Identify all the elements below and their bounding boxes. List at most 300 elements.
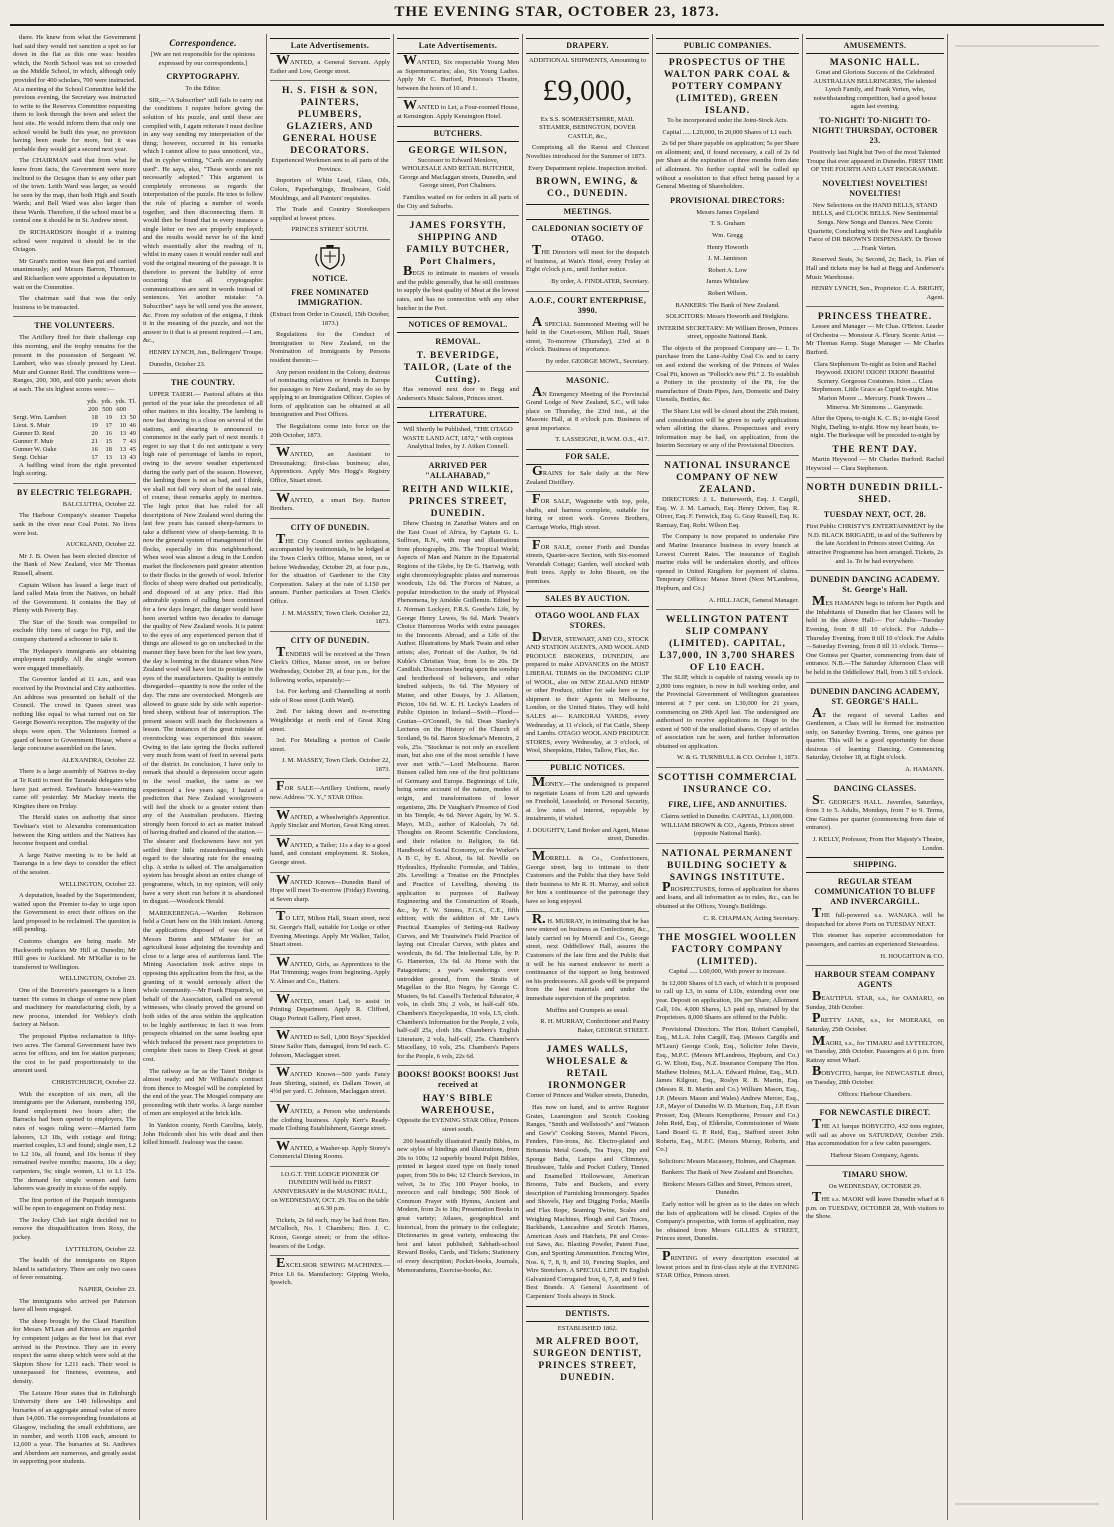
score-table <box>13 398 136 462</box>
salutation: To the Editor. <box>185 85 221 93</box>
advertisement: PRINCES STREET SOUTH. <box>291 226 369 234</box>
score-cell: yds. <box>115 397 127 405</box>
advertiser-name: HAY'S BIBLE WAREHOUSE, <box>420 1094 496 1117</box>
advertisement: TO LET, Milton Hall, Stuart street, next St. George's Hall, suitable for Lodge or other Evening Meetings. Apply Mr Walker, Tailor, Stuart street. <box>270 909 390 949</box>
advertisement: Reserved Seats, 3s; Second, 2s; Back, 1s. Plan of Hall and tickets may be had at Begg and Anderson's Music Warehouse. <box>806 256 944 281</box>
score-cell: 13 <box>105 453 112 461</box>
advertisement: WANTED, a Person who understands the clothing business. Apply Kerr's Ready-made Clothing Establishment, George street. <box>270 1101 390 1133</box>
article-paragraph: The Jockey Club last night decided not to remove the disqualification from Roxy, the jockey. <box>13 1216 136 1242</box>
signature: J. KELLY, Professor, From Her Majesty's Theatre, London. <box>812 836 944 852</box>
advertisement: WANTED Known—500 yards Fancy Jean Shirting, stained, ex Dallam Tower, at 4½d per yard. C. Johnson, Maclaggan street. <box>270 1065 390 1096</box>
advertisement: FOR SALE, Wagonette with top, pole, shafts, and harness complete, suitable for hiring or street work. Groves Brothers, Carriage Works, High street. <box>526 492 649 532</box>
article-paragraph: MAREKERENGA.—Warden Robinson held a Court here on the 16th instant. Among the applications disposed of was that of Messrs Burton and M'Master for an agricultural lease adjoining the township and close to a large area of auriferous land. The Mining Association took active steps in opposing this application from the first, as the granting of it would seriously affect the whole community.—Mr Frank Fitzpatrick, on behalf of the Association, called on several witnesses, who clearly proved the ground on both sides of the area within the application to be highly auriferous; in fact it was from prospects obtained on the same leading spur which induced the present race proprietors to complete their races to Deep Creek at great cost. <box>143 909 263 1063</box>
advertisement: THE s.s. MAORI will leave Dunedin wharf at 6 p.m. on TUESDAY, OCTOBER 28, With visitors to the Show. <box>806 1190 944 1221</box>
score-cell: 10 <box>119 421 127 429</box>
advertisement: Opposite the EVENING STAR Office, Princes street south. <box>397 1117 519 1134</box>
advertisement: Importers of White Lead, Glass, Oils, Colors, Paperhangings, Brushware, Gold Mouldings, and all Painters' requisites. <box>270 177 390 202</box>
advertisement: Has now on hand, and to arrive Register Grates, Leamington and Scotch Cooking Ranges, "Smith and Wellstood's" and "Watson and Gow's" Cooking Stoves, Mantel Pieces, Fenders, Fire-irons, &c. Electro-plated and Britannia Metal Goods, Tea Trays, Dip and Sponge Baths, Lamps and Chimneys, Brushware, Table and Pocket Cutlery, Tinned and Enamelled Hollowware, American Brooms, Tubs and Buckets, and every description of Furnishing Ironmongery. Spades and Shovels, Hay and Digging Forks, Manila and Flax Rope, Seaming Twine, Scales and Weighing Machines, Plough and Cart Traces, Backbands, Lancashire and Scotch Hames, American Axes and Hatchets, Pit and Cross-cut Saws, &c. Blasting Powder, Patent Fuse, Gun, and Sporting Ammunition. Fencing Wire, Nos. 6, 7, 8, 9, and 10, Fencing Staples, and Wire Stretchers. A SPECIAL LINE IN English Galvanized Corrugated Iron, 6, 7, 8, and 9 feet. Best Brands. A General Assortment of Carpenters' Tools always in Stock. <box>526 1103 649 1300</box>
score-cell: 500 <box>102 405 112 413</box>
advertisement: The Trade and Country Storekeepers supplied at lowest prices. <box>270 206 390 222</box>
column-late-ads-2 <box>393 34 522 1520</box>
score-cell: 16 <box>91 445 98 453</box>
article-title: CRYPTOGRAPHY. <box>166 72 240 82</box>
advertisement: WANTED Known—Dunedin Band of Hope will meet To-morrow (Friday) Evening, at Seven sharp. <box>270 872 390 903</box>
advertisement: WANTED, an Assistant to Dressmaking; first-class business; also, Apprentices. Apply Mrs Hogg's Registry Office, Stuart street. <box>270 445 390 485</box>
section-heading: FOR SALE. <box>526 449 649 465</box>
score-cell: 46 <box>129 421 136 429</box>
advertiser-name: THE RENT DAY. <box>832 445 918 455</box>
dateline: Dunedin, October 23. <box>149 360 206 368</box>
notice-title: TIMARU SHOW. <box>842 1169 908 1179</box>
notice-title: DANCING CLASSES. <box>833 783 917 793</box>
divider <box>270 908 390 909</box>
advertiser-name: JAMES WALLS, WHOLESALE & RETAIL IRONMONGER <box>545 1045 630 1092</box>
divider <box>806 1165 944 1166</box>
advertisement: AN Emergency Meeting of the Provincial Grand Lodge of New Zealand, S.C., will take place on Thursday, the 23rd inst., at the Masonic Hall, at 8 o'clock p.m. Business of great importance. <box>526 384 649 432</box>
score-cell: 18 <box>91 413 98 421</box>
advertiser-name: NORTH DUNEDIN DRILL-SHED. <box>806 483 944 506</box>
advertisement: Martin Heywood — Mr Charles Burford. Rachel Heywood — Clara Stephenson. <box>806 456 944 472</box>
advertisement: Lessee and Manager — Mr Chas. O'Brion. Leader of Orchestra — Monsieur A. Fleury. Scenic Artist — Mr Thomas Kemp. Stage Manager — Mr Charles Burford. <box>806 323 944 357</box>
notice-title: BOOKS! BOOKS! BOOKS! Just received at <box>397 1070 519 1090</box>
advertisement: FOR SALE, corner Forth and Dundas streets, Quarter-acre Section, with Six-roomed Verandah Cottage; Garden, well stocked with fruit trees. Apply to John Bissett, on the premises. <box>526 537 649 585</box>
advertisement: DRIVER, STEWART, AND CO., STOCK AND STATION AGENTS, AND WOOL AND PRODUCE BROKERS, DUNEDIN, are prepared to make ADVANCES on the MOST LIBERAL TERMS on the INCOMING CLIP of WOOL, also on NEW ZEALAND HEMP or other Produce, either for sale here or for shipment to their Agents in Melbourne, London, or the United States. They will hold SALES at— KAIKORAI YARDS, every Wednesday, at 11 o'clock, of Fat Cattle, Sheep and Lambs. OTAGO WOOL AND PRODUCE STORES, every Wednesday, at 3 o'clock, of Wool, Sheepskins, Hides, Tallow, Flax, &c. <box>526 629 649 755</box>
divider <box>270 1166 390 1167</box>
score-table-units <box>13 398 136 406</box>
article-paragraph: Dr RICHARDSON thought if a training school were required it should be in the Octagon. <box>13 229 136 254</box>
divider <box>656 843 799 844</box>
advertisement: Bankers: The Bank of New Zealand and Branches. <box>661 1169 794 1177</box>
signature: J. M. MASSEY, Town Clerk. October 22, 1873. <box>281 609 390 626</box>
advertisement: MAORI, s.s., for TIMARU and LYTTELTON, on Tuesday, 28th October. Passengers at 6 p.m. from Rattray street Wharf. <box>806 1033 944 1064</box>
notice-title: CALEDONIAN SOCIETY OF OTAGO. <box>531 224 644 244</box>
advertisement: To be incorporated under the Joint-Stock Acts. <box>666 117 789 124</box>
advertisement: Great and Glorious Success of the Celebrated AUSTRALIAN BELLRINGERS, The talented Lynch Family, and Frank Verten, who, notwithstanding competition, had a good house again last evening. <box>813 69 937 111</box>
divider <box>656 927 799 928</box>
director-name: James Whitelaw <box>706 278 749 286</box>
advertiser-name: NATIONAL PERMANENT BUILDING SOCIETY & SAVINGS INSTITUTE. <box>661 848 794 883</box>
table-row <box>13 430 136 438</box>
notice-title: TUESDAY NEXT, OCT. 28. <box>823 510 927 520</box>
advertisement: Capital ..... L20,000, In 20,000 Shares of L1 each. <box>662 128 793 136</box>
advertisement: ST. GEORGE'S HALL. Juveniles, Saturdays, from 3 to 5. Adults, Mondays, from 7 to 9. Terms, One Guinea per quarter (commencing from date of entrance). <box>806 792 944 832</box>
column-public-companies <box>652 34 802 1520</box>
score-cell: Tl. <box>128 397 136 405</box>
advertisement: A SPECIAL Summoned Meeting will be held in the Court-room, Milton Hall, Stuart street, To-morrow (Thursday), 23rd at 8 o'clock. Business of importance. <box>526 314 649 354</box>
book-list: 200 beautifully illustrated Family Bibles, in new styles of bindings and illustrations, from 20s to 100s; 12 superbly bound Pulpit Bibles, printed in largest sized type on finely toned paper, from 50s to 84s; 12 Church Services, in velvet, 3s to 35s; 100 Prayer books, in morocco and calf bindings; 500 Book of Common Prayer with Hymns, Ancient and Modern, from 2s to 18s; Presentation Books in great variety; Atlases, geographical and historical, from the primary to the collegiate; Dictionaries in great variety, embracing the best and latest published; Sabbath-school Reward Books, Cards, and Tickets; Stationery of every description; Pocket-books, Journals, Memorandums, Exercise-books, &c. <box>397 1137 519 1274</box>
advertisement: Has removed next door to Begg and Anderson's Music Saloon, Princes street. <box>397 386 519 402</box>
director-name: Henry Howorth <box>707 243 748 251</box>
notice-title: NOVELTIES! NOVELTIES! NOVELTIES! <box>822 178 928 198</box>
section-heading: BY ELECTRIC TELEGRAPH. <box>16 487 133 497</box>
advertisement: Successor to Edward Menlove, WHOLESALE AND RETAIL BUTCHER, George and Maclaggan streets, Dunedin, and George street, Port Chalmers. <box>399 156 517 190</box>
advertisement: THE City Council invites applications, accompanied by testimonials, to be lodged at the Town Clerk's Office, Manse street, on or before Wednesday, October 29, at four p.m., for the situation of Gardener to the City Corporation. Salary at the rate of L150 per annum. Further particulars at Town Clerk's Office. <box>270 531 390 605</box>
advertisement: WANTED, smart Lad, to assist in Printing Department. Apply R. Clifford, Otago Portrait Gallery, Fleet street. <box>270 991 390 1022</box>
score-cell <box>13 406 84 414</box>
article-paragraph: In Yankton county, North Carolina, lately, John Holcomb shot his wife dead and then killed himself. Jealousy was the cause. <box>143 1122 263 1147</box>
divider <box>526 491 649 492</box>
divider <box>526 371 649 372</box>
article-paragraph: A deputation, headed by the Superintendent, waited upon the Premier to-day to urge upon the Government to erect their offices on the land proposed to be reclaimed. The question is still pending. <box>13 892 136 934</box>
dateline: BALCLUTHA, October 22. <box>62 500 136 508</box>
advertisement: On WEDNESDAY, OCTOBER 29. <box>828 1182 922 1190</box>
article-paragraph: The chairman said that was the only business to be transacted. <box>13 295 136 311</box>
divider <box>397 1065 519 1066</box>
divider <box>13 483 136 484</box>
advertisement: The SLIP, which is capable of raising vessels up to 2,000 tons register, is now in full working order, and the Provincial Government of Wellington guarantees interest at 7 per cent. on L30,000 for 21 years, commencing on 29th April last. The undersigned are authorised to receive applications in Otago to the extent of 500 of the unallotted shares. Copy of articles of association can be seen, and further information obtained on application. <box>656 674 799 750</box>
signature: HENRY LYNCH, Jun., Bellringers' Troupe. <box>148 349 263 356</box>
article-paragraph: The first portion of the Punjaub immigrants will be open to engagement on Friday next. <box>13 1196 136 1213</box>
article-paragraph: The Harbour Company's steamer Tuapeka sank in the river near Coal Point. No lives were lost. <box>13 512 136 537</box>
score-cell: 13 <box>119 429 127 437</box>
section-heading: BUTCHERS. <box>397 126 519 142</box>
divider <box>806 1103 944 1104</box>
divider <box>526 1039 649 1040</box>
notice-title: REGULAR STEAM COMMUNICATION TO BLUFF AND INVERCARGILL. <box>814 877 936 907</box>
score-cell: 43 <box>129 453 136 461</box>
section-heading: SHIPPING. <box>806 857 944 873</box>
table-row <box>13 422 136 430</box>
advertisement: BEGS to intimate to masters of vessels and the public generally, that he still continues to supply the best quality of Meat at the lowest rates, and has no connection with any other butcher in the Port. <box>397 264 519 312</box>
score-cell: 20 <box>91 429 98 437</box>
section-heading: THE VOLUNTEERS. <box>34 321 115 331</box>
signature: HENRY LYNCH, Sen., Proprietor. C. A. BRIGHT, Agent. <box>811 285 944 301</box>
advertisement: GRAINS for Sale daily at the New Zealand Distillery. <box>526 464 649 486</box>
advertisement: WANTED, a Wheelwright's Apprentice. Apply Sinclair and Morton, Great King street. <box>270 807 390 830</box>
score-cell: 19 <box>105 413 112 421</box>
score-cell: 17 <box>91 453 98 461</box>
section-heading: Late Advertisements. <box>397 38 519 54</box>
column-late-ads-1 <box>266 34 393 1520</box>
notice-title: DUNEDIN DANCING ACADEMY, ST. GEORGE'S HALL. <box>810 686 940 706</box>
score-name: Gunner W. Oake <box>13 445 57 453</box>
dateline: CHRISTCHURCH, October 22. <box>51 1078 136 1086</box>
section-heading: PUBLIC NOTICES. <box>526 760 649 776</box>
score-name: Lieut. S. Muir <box>13 421 50 429</box>
score-cell: 17 <box>105 421 112 429</box>
advertisement: Corner of Princes and Walker streets, Dunedin, <box>526 1092 649 1100</box>
article-paragraph: The CHAIRMAN said that from what he knew from facts, the Government were more inclined to the Octagon than to any other part of the town. Leith Ward was larger, as would be seen by the map, than both High and South Wards; and Bell Ward was also larger than these Wards. Therefore, if the school must be a central one it should be in St. Andrew street. <box>13 157 136 225</box>
advertisement: ESTABLISHED 1862. <box>557 1324 618 1332</box>
signature: J. DOUGHTY, Land Broker and Agent, Manse street, Dunedin. <box>526 826 649 843</box>
score-cell: 200 <box>88 405 98 413</box>
advertiser-name: REITH AND WILKIE, PRINCES STREET, DUNEDIN. <box>402 485 514 520</box>
article-paragraph: SIR,—"A Subscriber" still fails to carry out the conditions I require before giving the solution of his puzzle, and until these are complied with, I again reiterate I must decline in any way sending my interpretation of the thing; however, occurred in his remarks which I cannot allow to pass unnoticed, viz., that in cypher writing, "Cards are constantly used". He says, also, "These words are not necessarily adopted." This argument is completely erroneous as regards the interpretation of the puzzle. He tries to follow the rule of placing a number of words together, and then disconnecting them. It would then be found that in every instance a single letter or two are properly employed; and the results would never be of the kind which essentially alter the reading of it, whilst in many cases it would render null and void the original meaning of the passage. It is therefore to prevent the liability of error occurring that all cryptographic communications are sent in words instead of sentences. Yet another mistake: "A Subscriber" says he will send you the answer, &c. From my solution of the enigma, I think it in the meaning of the puzzle, and not the answer to it that is at present required.—I am, &c., <box>143 96 263 345</box>
notice-title: A.O.F., COURT ENTERPRISE, 3990. <box>528 295 647 315</box>
advertiser-name: GEORGE WILSON, <box>408 145 508 156</box>
advertisement: Claims settled in Dunedin. CAPITAL, L1,000,000. WILLIAM BROWN & CO., Agents, Princes street (opposite National Bank). <box>660 813 795 838</box>
advertisement: This steamer has superior accommodation for passengers, and carries an experienced Stewardess. <box>806 932 944 948</box>
advertisement: R. H. MURRAY, in intimating that he has now entered on business as Confectioner, &c., lately carried on by Morrell and Co., George street, next Oddfellows' Hall, assures the Customers of the late firm and the Public that it will be his earnest endeavor to merit a continuance of the support so long bestowed on his predecessors. All goods will be prepared from the best materials and under the immediate supervision of the proprietor. <box>526 911 649 1002</box>
advertiser-name: THE MOSGIEL WOOLLEN FACTORY COMPANY (LIMITED). <box>658 933 797 968</box>
advertisement: Early notice will be given as to the dates on which the lists of applications will be closed. Copies of the Company's prospectus, with forms of application, may be obtained from Messrs GILLIES & STREET, Princes street, Dunedin. <box>656 1201 799 1243</box>
advertisement: WANTED, a General Servant. Apply Esther and Low, George street. <box>270 53 390 75</box>
section-heading: THE COUNTRY. <box>171 378 235 388</box>
advertisement: In 12,000 Shares of L5 each, of which it is proposed to call up L3, in sums of L10s, extending over one year. Deposit on application, 10s per Share; Allotment Call, 10s. 4,000 Shares, L3 paid up, retained by the Proprietors. 8,000 Shares are offered to the Public. <box>656 979 799 1022</box>
director-name: Robert A. Low <box>708 266 747 274</box>
dateline: WELLINGTON, October 23. <box>59 975 136 983</box>
score-cell: 15 <box>105 437 112 445</box>
notice-title: FIRE, LIFE, AND ANNUITIES. <box>668 800 787 810</box>
divider <box>270 1255 390 1256</box>
advertisement: PROSPECTUSES, forms of application for shares and loans, and all information as to rules, &c., can be obtained at the Offices, Young's Buildings. <box>656 879 799 911</box>
advertisement: WANTED, a Tailor; 11s a day to a good hand, and constant employment. R. Stokes, George street. <box>270 835 390 867</box>
notice-title: OTAGO WOOL AND FLAX STORES. <box>535 610 640 630</box>
divider <box>526 291 649 292</box>
director-name: Wm. Gregg <box>712 231 743 239</box>
advertisement: The objects of the proposed Company are— 1. To purchase from the Lane-Ashby Coal Co. and to carry on and extend the working of the Princes of Wales Coal Pit, known as "Pollock's new Pit." 2. To establish a Pottery in the proximity of the Pit, for the manufacture of Drain Pipes, Jars, Domestic and Dairy Utensils, Bottles, &c. <box>656 344 799 404</box>
signature: By order. GEORGE MOWL, Secretary. <box>545 357 649 365</box>
signature: J. M. MASSEY, Town Clerk. October 22, 1873. <box>281 757 390 773</box>
article-paragraph: A baffling wind from the right prevented high scoring. <box>13 461 136 478</box>
advertisement: TENDERS will be received at the Town Clerk's Office, Manse street, on or before Wednesday, October 29, at four p.m., for the following works, separately:— <box>270 644 390 684</box>
article-paragraph: The Artillery fired for their challenge cup this morning, and the trophy remains for the present in the possession of Sergeant W. Lambert, who was closely pressed by Lieut. Muir and Gunner Reid. The conditions were—Ranges, 200, 300, and 600 yards; seven shots at each. The six highest scores were:— <box>13 334 136 393</box>
advertisement: 1st. For kerbing and Channelling at north side of Rose street (Leith Ward). <box>270 688 390 704</box>
article-paragraph: There is a large assembly of Natives to-day at Te Kuiti to meet the Taranaki delegates who have just arrived. Tawhiao's house-warming came off yesterday. Mr Mackay meets the Kingites there on Friday. <box>13 768 136 810</box>
divider <box>656 1248 799 1249</box>
article-paragraph: The Herald states on authority that since Tawhiao's visit to Alexandra communication between the King settlers and the Natives has become frequent and cordial. <box>13 814 136 848</box>
article-paragraph: The Star of the South was compelled to exclude fifty tons of cargo for Fiji, and the company chartered a schooner to take it. <box>13 618 136 644</box>
table-row <box>13 446 136 454</box>
advertiser-name: PROSPECTUS OF THE WALTON PARK COAL & POTTERY COMPANY (LIMITED), GREEN ISLAND. <box>663 58 792 116</box>
advertisement: 2s 6d per Share payable on application; 5s per Share on allotment; and, if found necessary, a call of 2s 6d per Share at the expiration of three months from date of allotment. No further capital will be called up without a resolution to that effect being passed by a General Meeting of Shareholders. <box>656 140 799 191</box>
advertisement: BOBYCITO, barque, for NEWCASTLE direct, on Tuesday, 28th October. <box>806 1064 944 1086</box>
advertisement: Will Shortly be Published, "THE OTAGO WASTE LAND ACT, 1872," with copious Analytical Index, by J. Aitken Connell. <box>402 426 514 451</box>
divider <box>806 779 944 780</box>
dateline: ALEXANDRA, October 22. <box>61 756 136 764</box>
advertisement: MONEY.—The undersigned is prepared to negotiate Loans of from L20 and upwards on Freehold, Leasehold, or Personal Security, at low rates of interest, repayable by instalments, if wished. <box>526 774 649 823</box>
score-cell: 21 <box>91 437 98 445</box>
column-shipping-overflow <box>947 34 1104 1520</box>
dateline: WELLINGTON, October 22. <box>59 880 136 888</box>
score-cell: 13 <box>119 413 127 421</box>
advertisement: Ex S.S. SOMERSETSHIRE, MAIL STEAMER, BEBINGTON, DOVER CASTLE, &c., <box>539 115 636 140</box>
signature: A. HAMANN. <box>905 766 944 774</box>
section-heading: LITERATURE. <box>397 407 519 423</box>
signature: C. R. CHAPMAN, Acting Secretary. <box>703 914 799 922</box>
notice-title: MASONIC. <box>565 375 610 385</box>
advertisement: Offices: Harbour Chambers. <box>838 1090 912 1098</box>
divider <box>806 306 944 307</box>
advertisement: The Regulations come into force on the 20th October, 1873. <box>270 423 390 439</box>
coat-of-arms-icon <box>313 244 347 270</box>
divider <box>143 373 263 374</box>
advertisement: WANTED to Sell, 1,000 Boys' Speckled Straw Sailor Hats, damaged, from 9d each. C. Johnson, Maclaggan street. <box>270 1028 390 1059</box>
advertisement: WANTED, Six respectable Young Men as Supernumeraries; also, Six Young Ladies. Apply Mr C. Burford, Princess's Theatre, between the hours of 10 and 1. <box>397 53 519 92</box>
table-row <box>13 454 136 462</box>
signature: H. HOUGHTON & CO. <box>880 952 944 960</box>
director-name: T. S. Graham <box>710 220 745 228</box>
article-paragraph: The sheep brought by the Claud Hamilton for Messrs M'Lean and Kinross are regarded by competent judges as the best lot that ever arrived in the Province. They are in every respect the same sheep which were sold at the Skipton Show for L211 each. Their wool is unsurpassed for fineness, evenness, and density. <box>13 1317 136 1385</box>
advertisement: Muffins and Crumpets as usual. <box>546 1006 629 1014</box>
score-cell: 50 <box>129 413 136 421</box>
article-paragraph: Mr J. B. Owen has been elected director of the Bank of New Zealand, vice Mr Thomas Russell, absent. <box>13 552 136 577</box>
notice-title: CITY OF DUNEDIN. <box>290 522 370 532</box>
shipment-amount: £9,000, <box>542 73 633 107</box>
table-row <box>13 438 136 446</box>
divider <box>270 518 390 519</box>
director-name: Messrs James Copeland <box>696 208 759 216</box>
section-heading: MEETINGS. <box>526 204 649 220</box>
score-name: Sergt. Wm. Lambert <box>13 413 67 421</box>
advertiser-name: BROWN, EWING, & CO., DUNEDIN. <box>535 177 640 200</box>
divider <box>270 631 390 632</box>
column-drapery <box>522 34 652 1520</box>
article-paragraph: The Governor landed at 11 a.m., and was received by the Provincial and City authorities. An address was presented on behalf of the Council. The crowd in Queen street was nothing like equal to what turned out on Sir George Bowen's reception. The majority of the shops were open. The Volunteers formed a guard of honor to Government House, where a large concourse assembled on the lawn. <box>13 676 136 753</box>
book-list: Dhow Chasing in Zanzibar Waters and on the East Coast of Africa, by Captain G. L. Sullivan, R.N., with map and illustrations from photographs, 20s. The Tropical World; Aspects of Man and Nature in the Equatorial Regions of the Globe, by Dr G. Hartwig, with eight chromoxylographic plates and numerous woodcuts, 12s 6d. The Forces of Nature, a popular introduction to the study of Physical Phenomena, by Amédée Guillemin. Edited by J. Norman Lockyer, F.R.S. Goethe's Life, by George Henry Lewes, 9s 6d. Mark Twain's Choice Humorous Works with extra passages to the Innocents Abroad, and a Life of the Author. Illustrations by Mark Twain and other artists; also, Portrait of the Author, 9s 6d. Kuble's Christian Year, from 1s to 20s. Dr Candlish. Discourses bearing upon the sonship and brotherhood of believers, and other kindred subjects, 9s 6d. The Mystery of Matter, and other Essays, by J. Allanson, Picton, 10s 6d. W. E. H. Lecky's Leaders of Public Opinion in Ireland—Swift—Flood—Grattan—O'Connell, 9s 6d. Dean Stanley's Lectures on the History of the Church of Scotland, 9s 6d. Baron Stockmar's Memoirs, 2 vols, 25s. "Stockmar is not only an excellent man, but also one of the most sensible I have ever met with."—Lord Melbourne. Baron Bunsen called him one of the first politicians of Germany and Europe. Beginnings of Life, being some account of the nature, modes of origin, and transformations of lower organisms, 28s. Dr Vaughan's Presence of God in his Temple, 4s 6d. Never Again, by W. S. Mayo, M.D., author of Kaloolah, 7s 6d. Thoughts on Recent Scientific Conclusions, and their relation to Religion, 6s 6d. Handbook of Social Economy, or the Worker's A B C, by E. About, 6s 6d. Neville on Hydraulics, Hydraulic Formulæ, and Tables, 20s. Levelling: a Treatise on the Principles and Practice of Levelling, showing its application to purposes of Railway Engineering and the Construction of Roads, &c., by F. W. Simms, F.G.S., C.E., fifth edition; with the addition of Mr Law's Practical Examples of Setting-out Railway Curves, and Mr Trautwine's Field Practice of laying out Circular Curves, with plates and woodcuts, 8s 6d. The Intellectual Life, by P. G. Hamerton, 13s 6d. At Home with the Patagonians; a year's wanderings over untrodden ground, from the Straits of Magellan to the Rio Negro, by George C. Musters, 9s 6d. Cassell's Technical Educator, 4 vols, in cloth 30s; 2 vols, in half-calf 60s. Chambers's Encyclopaedia, 10 vols, L5, cloth. Chambers's Information for the People, 2 vols, half-calf 25s, cloth 18s. Chambers's English Literature, 2 vols, half-calf, 25s. Chambers's Miscellany, 10 vols, 25s. Chambers's Papers for the People, 6 vols, 22s 6d. <box>397 520 519 1060</box>
advertisement: WANTED to Let, a Four-roomed House, at Kensington. Apply Kensington Hotel. <box>397 98 519 120</box>
advertisement: Clara Stephenson To-night as Ixion and Rachel Heywood. IXION! IXION! IXION! Beautiful Scenery. Gorgeous Costumes. Ixion ... Clara Stephenson. Little Grace as Cupid to-night. Miss Marion Moore ... Mercury. Frank Towers ... Minerva. Mr Simmons ... Ganymede. <box>811 360 939 411</box>
notice-title: HARBOUR STEAM COMPANY AGENTS <box>814 970 936 990</box>
advertisement: Comprising all the Rarest and Choicest Novelties introduced for the Summer of 1873. <box>526 144 649 160</box>
divider <box>13 316 136 317</box>
advertisement: BEAUTIFUL STAR, s.s., for OAMARU, on Sunday, 26th October. <box>806 989 944 1011</box>
article-paragraph: Mr Grant's motion was then put and carried unanimously; and Messrs Barron, Thomson, and Richardson were appointed a deputation to wait on the Committee. <box>13 257 136 291</box>
score-cell: 18 <box>105 445 112 453</box>
divider <box>806 965 944 966</box>
advertisement: ADDITIONAL SHIPMENTS, Amounting to <box>528 57 647 64</box>
divider <box>656 767 799 768</box>
advertisement: WANTED, a Washer-up. Apply Storey's Commercial Dining Rooms. <box>270 1138 390 1161</box>
divider <box>397 456 519 457</box>
article-paragraph: With the exception of six men, all the immigrants per the Adamant, numbering 150, found employment two hours after; the Barracks had been opened to employers. The rates of wages ruling were:—Married farm laborers, L3 18s, with cottage and firing; married couples, L3 and found; single men, L2 to L2 10s, all found, and 10s bonus if they remained twelve months; masons, 10s a day; carpenters, 9s; single women, L1 to L1 15s. The demand for single women and farm laborers was greatly in excess of the supply. <box>13 1090 136 1193</box>
advertisement: Families waited on for orders in all parts of the City and Suburbs. <box>397 193 519 210</box>
advertisement: Capital ..... L60,000, With power to increase. <box>669 968 786 976</box>
section-heading: SALES BY AUCTION. <box>526 591 649 607</box>
dateline: LYTTELTON, October 22. <box>65 1245 136 1253</box>
advertiser-name: SCOTTISH COMMERCIAL INSURANCE CO. <box>657 773 798 796</box>
advertisement: PRINTING of every description executed at lowest prices and in first-class style at the EVENING STAR Office, Princes street. <box>656 1249 799 1280</box>
editorial-note: [We are not responsible for the opinions expressed by our correspondents.] <box>150 51 256 67</box>
article-paragraph: A large Native meeting is to be held at Tauranga in a few days to consider the effect of the session. <box>13 851 136 876</box>
advertisement: (Extract from Order in Council, 15th October, 1873.) <box>270 310 390 327</box>
advertisement: Regulations for the Conduct of Immigration to New Zealand, on the Nomination of Immigrants by Persons resident therein:— <box>270 331 390 364</box>
advertisement: THE full-powered s.s. WANAKA will be despatched for above Ports on TUESDAY NEXT. <box>806 906 944 928</box>
column-amusements <box>802 34 947 1520</box>
score-name: Sergt. Ochiar <box>13 453 48 461</box>
advertisement: AT the request of several Ladies and Gentlemen, a Class will be formed for instruction only, on Saturday Evening. Terms, one guinea per quarter. This will be a good opportunity for those desirous of learning Dancing. Commencing Saturday, October 18, at Eight o'clock. <box>806 705 944 762</box>
advertisement: PRETTY JANE, s.s., for MOERAKI, on Saturday, 25th October. <box>806 1011 944 1033</box>
article-paragraph: The proposed Pipitea reclamation is fifty-two acres. The General Government have two acres for offices, and ten for station purposes; the cost to be paid proportionately to the amount used. <box>13 1033 136 1075</box>
score-cell: 13 <box>119 445 127 453</box>
article-paragraph: UPPER TAIERI.— Pastoral affairs at this period of the year take the precedence of all other matters in this locality. The lambing is now fast drawing to a close on several of the stations, and shearing is announced to commence in the early part of next month. I regret to say that I do not anticipate a very high rate of percentage of lambs to report, owing to the severe weather experienced during the early part of the season. However, the lambing there is not as bad, and I think, we shall not fall very short of the usual rate, of course, these remarks apply to merinos. The high price that has ruled for all descriptions of New Zealand wool during the last few years has caused sheep-farmers to take a different view of sheep-farming. It is now the general system of management of the flocks, especially in this neighbourhood. When wool was almost a drug in the London market the flockowners paid greater attention to their flocks in the growth of wool. Inferior flocks of sheep were drafted out periodically, and disposed of at any price. Had this admirable system of culling been continued for a few days longer, the danger would have been averted within two decades to damage the quality of New Zealand wools. It is patent to the eyes of any experienced person that if things are allowed to go on unchecked in the manner they have been for the last few years, the day is looming in the distance when New Zealand wool will have lost its prestige in the eyes of the manufacturers. Quality is entirely disregarded—quantity is now the order of the day. The runs are overstocked. Mongrels are allowed to graze side by side with superior-bred sheep, without fear of interruption. The present season will teach the flockowners a lesson. The instances of the great mistake of overstocking was experienced this season. Owing to the late spring the flocks suffered very much from want of feed in several parts of the district. In conclusion, I have only to remark that should a depression occur again in the wool market, the same as we experienced a few years ago, I hazard a prediction that New Zealand woolgrowers will feel the shock to a greater extent than any of the Australian producers. Having strongly been forced to act as matter instead of having drafted and cleared of the station.—The shearer and flockowners have not yet settled their little misunderstanding with regard to the shearing rate for the ensuing clip. A strike is talked of. The amalgamation system has brought about an entire change of programme, which, in my opinion, will only have a very short run before it is abandoned in disgust.—Woodcock Herald. <box>143 391 263 906</box>
advertisement: Provisional Directors. The Hon. Robert Campbell, Esq., M.L.A. John Cargill, Esq. (Messrs Cargills and M'Lean) George Cook, Esq., Solicitor John Davie, Esq., M.P.C. (Messrs M'Landress, Hepburn, and Co.) G. W. Eliott, Esq., N.Z. Insurance Company The Hon. Mathew Holmes, M.L.A. Edward Hulme, Esq., M.D. James Kilgour, Esq., Roslyn R. B. Martin, Esq. (Messrs R. B. Martin and Co.) William Mason, Esq., J.P. (Messrs Mason and Wales) Andrew Mercer, Esq., J.P., Mayor of Dunedin W. D. Murison, Esq., J.P. Evan Prosser, Esq. (Messrs Kempthorne, Prosser and Co.) John Reid, Esq., of Elderslie, Commissioner of Waste Land Board G. P. Reid, Esq., Stafford street John Roberts, Esq., M.P.C. (Messrs Murray, Roberts, and Co.) <box>656 1025 799 1154</box>
advertisement: MES HAMANN begs to inform her Pupils and the Inhabitants of Dunedin that her Classes will be held in the above Hall:— For Adults—Tuesday Evening, from 8 till 10 o'clock. For Adults—Thursday Evening, from 8 till 10 o'clock. For Adults—Saturday Evening, from 8 till 11 o'clock. Terms—One Guinea per Quarter, commencing from date of entrance. N.B.—The Saturday Afternoon Class will be held in the Oddfellows' Hall, from 3 till 5 o'clock. <box>806 594 944 676</box>
score-cell: 13 <box>119 453 127 461</box>
article-paragraph: Captain Wilson has leased a large tract of land called Mata from the Natives, on behalf of the Government. It contains the Bay of Plenty with Poverty Bay. <box>13 581 136 615</box>
advertiser-name: T. BEVERIDGE, TAILOR, (Late of the Cutting). <box>403 351 513 386</box>
advertisement: SOLICITORS: Messrs Howorth and Hodgkins. <box>665 313 790 321</box>
advertisement: The Company is now prepared to undertake Fire and Marine Insurance business in every branch at Lowest Current Rates. The insurance of English marine risks will be undertaken shortly, and offices opened in United Kingdom for payment of claims. Temporary Offices: Manse Street (Next M'Landress, Hepburn, and Co.) <box>656 533 799 592</box>
divider <box>397 215 519 216</box>
divider <box>806 570 944 571</box>
advertisement: Solicitors: Messrs Macassey, Holmes, and Chapman. <box>658 1157 797 1165</box>
section-heading: Correspondence. <box>169 38 237 48</box>
section-heading: PUBLIC COMPANIES. <box>656 38 799 54</box>
advertisement: I.O.G.T. THE LODGE PIONEER OF DUNEDIN Will hold its FIRST ANNIVERSARY in the MASONIC HALL, on WEDNESDAY, OCT. 29. Tea on the table at 6.30 p.m. <box>271 1170 389 1213</box>
director-name: Robert Wilson. <box>707 289 748 297</box>
advertisement: BANKERS: The Bank of New Zealand. <box>675 301 780 309</box>
notice-title: ARRIVED PER "ALLAHABAD," <box>425 461 491 481</box>
notice-title: FOR NEWCASTLE DIRECT. <box>819 1108 931 1118</box>
score-name: Gunner F. Muir <box>13 437 54 445</box>
article-paragraph: The Leisure Hour states that in Edinburgh University there are 140 fellowships and bursaries of an aggregate annual value of more than 14,000. The corresponding foundations at Glasgow, including the small exhibitions, are in number, and worth 1108 each, amount to 12,600 a year. The bursaries at St. Andrews and Aberdeen are numerous, and greatly assist in supporting poor students. <box>13 1389 136 1466</box>
director-name: J. M. Jamieson <box>708 255 747 263</box>
section-heading: NOTICES OF REMOVAL. <box>397 317 519 333</box>
score-cell: 600 <box>116 405 127 413</box>
column-correspondence <box>139 34 266 1520</box>
article-paragraph: The health of the immigrants on Ripon Island is satisfactory. There are only two cases of fever remaining. <box>13 1257 136 1282</box>
notice-title: DUNEDIN DANCING ACADEMY. St. George's Hall. <box>810 575 940 595</box>
advertisement: Positively last Night but Two of the most Talented Troupe that ever appeared in Dunedin. FIRST TIME OF THE FOURTH AND LAST PROGRAMME. <box>806 148 944 174</box>
article-paragraph: The railway as far as the Taieri Bridge is almost ready; and Mr Williams's contract from thence to Mosgiel will be completed by the end of the year. The Mosgiel company are proceeding with their works. A large number of men are employed at the brick kiln. <box>143 1067 263 1118</box>
advertiser-name: JAMES FORSYTH, SHIPPING AND FAMILY BUTCHER, Port Chalmers, <box>406 221 510 268</box>
section-heading: DRAPERY. <box>526 38 649 54</box>
signature: W. & G. TURNBULL & CO. October 1, 1873. <box>677 754 799 762</box>
table-row <box>13 414 136 422</box>
signature: T. LASSEIGNE, R.W.M. O.S., 417. <box>555 436 649 444</box>
score-table-header <box>13 406 136 414</box>
divider <box>656 455 799 456</box>
article-paragraph: there. He knew from what the Government had said they would not sanction a spot so far down in the flat as this one was: besides which, the North School was not so crowded as the Middle School, in which, although only provided for 400 scholars, 700 were instructed. At a meeting of the School Committee held the previous evening, the Secretary was instructed to write to the Reserves Committee requesting them to look through the town and select the best site. He would inform them that only one school would be built this year, no provision having been made for more, but it was probable they would get a second next year. <box>13 34 136 153</box>
section-heading: DENTISTS. <box>526 1306 649 1322</box>
advertisement: The Share List will be closed about the 25th instant, and consideration will be given to early applications when allotting the shares. Prospectuses and every information may be had, on application, from the Interim Secretary or any of the Provisional Directors. <box>656 408 799 450</box>
score-cell: 49 <box>129 429 136 437</box>
divider <box>270 239 390 240</box>
advertisement: WANTED, a smart Boy. Burton Brothers. <box>270 490 390 513</box>
column-rules-graphic <box>951 34 1101 1514</box>
score-cell <box>126 406 136 414</box>
advertisement: Tickets, 2s 6d each, may be had from Bro. M'Culloch, No. 1 Chambers; Bro. J. C. Kroon, George street; or from the office-bearers of the Lodge. <box>270 1216 390 1250</box>
advertisement: First Public CHRISTY'S ENTERTAINMENT by the N.D. BLACK BRIGADE, in aid of the Sufferers by the late Accident in Princes street Cutting. An attractive Programme has been arranged. Tickets, 2s and 1s. To be had everywhere. <box>806 523 944 565</box>
advertisement: MORRELL & Co., Confectioners, George street, beg to intimate to their Customers and the Public that they have Sold their business to Mr R. H. Murray, and solicit for him a continuance of the patronage they have so long enjoyed. <box>526 849 649 906</box>
section-heading: Late Advertisements. <box>270 38 390 54</box>
score-cell: 7 <box>122 437 127 445</box>
advertisement: INTERIM SECRETARY: Mr William Brown, Princes street, opposite National Bank. <box>657 324 798 341</box>
advertiser-name: WELLINGTON PATENT SLIP COMPANY (LIMITED). CAPITAL, L37,000, IN 3,700 SHARES OF L10 EACH. <box>659 615 796 674</box>
advertisement: After the Opera, to-night K. C. B.; to-night Good Night, Darling, to-night. How my heart beats, to-night. The Burlesque will be preceded to-night by <box>810 415 940 440</box>
advertisement: Every Department replete. Inspection invited. <box>528 164 647 172</box>
advertisement: Any person resident in the Colony, desirous of nominating relatives or friends in Europe for passages to New Zealand, may do so by applying to an Immigration Officer. Copies of form of application can be obtained at all Immigration and Post Offices. <box>270 368 390 419</box>
divider <box>806 682 944 683</box>
advertisement: EXCELSIOR SEWING MACHINES.—Price L6 6s. Manufactory: Gipping Works, Ipswich. <box>270 1256 390 1287</box>
score-cell: yds. <box>101 397 112 405</box>
advertisement: THE A1 barque BOBYCITO, 432 tons register, will sail as above on SATURDAY, October 25th. Has accommodation for a few cabin passengers. <box>806 1117 944 1148</box>
score-cell <box>13 398 84 406</box>
dateline: AUCKLAND, October 22. <box>65 541 136 549</box>
advertisement: Experienced Workmen sent to all parts of the Province. <box>271 157 389 173</box>
notice-title: PROVISIONAL DIRECTORS: <box>670 195 785 205</box>
dateline: NAPIER, October 23. <box>78 1286 136 1294</box>
article-paragraph: The Hydaspes's immigrants are obtaining employment rapidly. All the single women were engaged immediately. <box>13 647 136 672</box>
advertiser-name: H. S. FISH & SON, PAINTERS, PLUMBERS, GLAZIERS, AND GENERAL HOUSE DECORATORS. <box>282 86 378 157</box>
advertiser-name: MR ALFRED BOOT, SURGEON DENTIST, PRINCES STREET, DUNEDIN. <box>533 1337 642 1384</box>
advertisement: FOR SALE—Artillery Uniform, nearly new. Address "X. Y.," STAR Office. <box>270 779 390 802</box>
advertiser-name: MASONIC HALL. <box>829 58 921 68</box>
advertisement: DIRECTORS: J. L. Butterworth, Esq. J. Cargill, Esq. W. J. M. Larnach, Esq. Henry Driver, Esq. R. Oliver, Esq. F. Fenwick, Esq. G. Gray Russell, Esq. K. Ramsay, Esq. Robt. Wilson Esq. <box>656 496 799 529</box>
score-cell: 16 <box>105 429 112 437</box>
column-news <box>10 34 139 1520</box>
score-cell: 45 <box>129 445 136 453</box>
article-paragraph: The immigrants who arrived per Paterson have all been engaged. <box>13 1297 136 1314</box>
advertisement: New Selections on the HAND BELLS, STAND BELLS, and CLOCK BELLS. New Sentimental Songs. New Songs and Dances. New Comic Quartette, Concluding with the New and Laughable Farce of DR BROWN'S DISPENSARY. Dr Brown .... Frank Verten. <box>807 201 943 252</box>
signature: R. H. MURRAY, Confectioner and Pastry Baker, GEORGE STREET. <box>540 1018 649 1034</box>
advertisement: 2nd. For taking down and re-erecting Weighbridge at north end of Great King street. <box>270 708 390 733</box>
advertisement: THE Directors will meet for the despatch of business, at Wain's Hotel, every Friday at Eight o'clock p.m., until further notice. <box>526 243 649 274</box>
notice-title: CITY OF DUNEDIN. <box>290 635 370 645</box>
signature: By order, A. FINDLATER, Secretary. <box>551 277 649 285</box>
advertiser-name: PRINCESS THEATRE. <box>817 312 933 323</box>
